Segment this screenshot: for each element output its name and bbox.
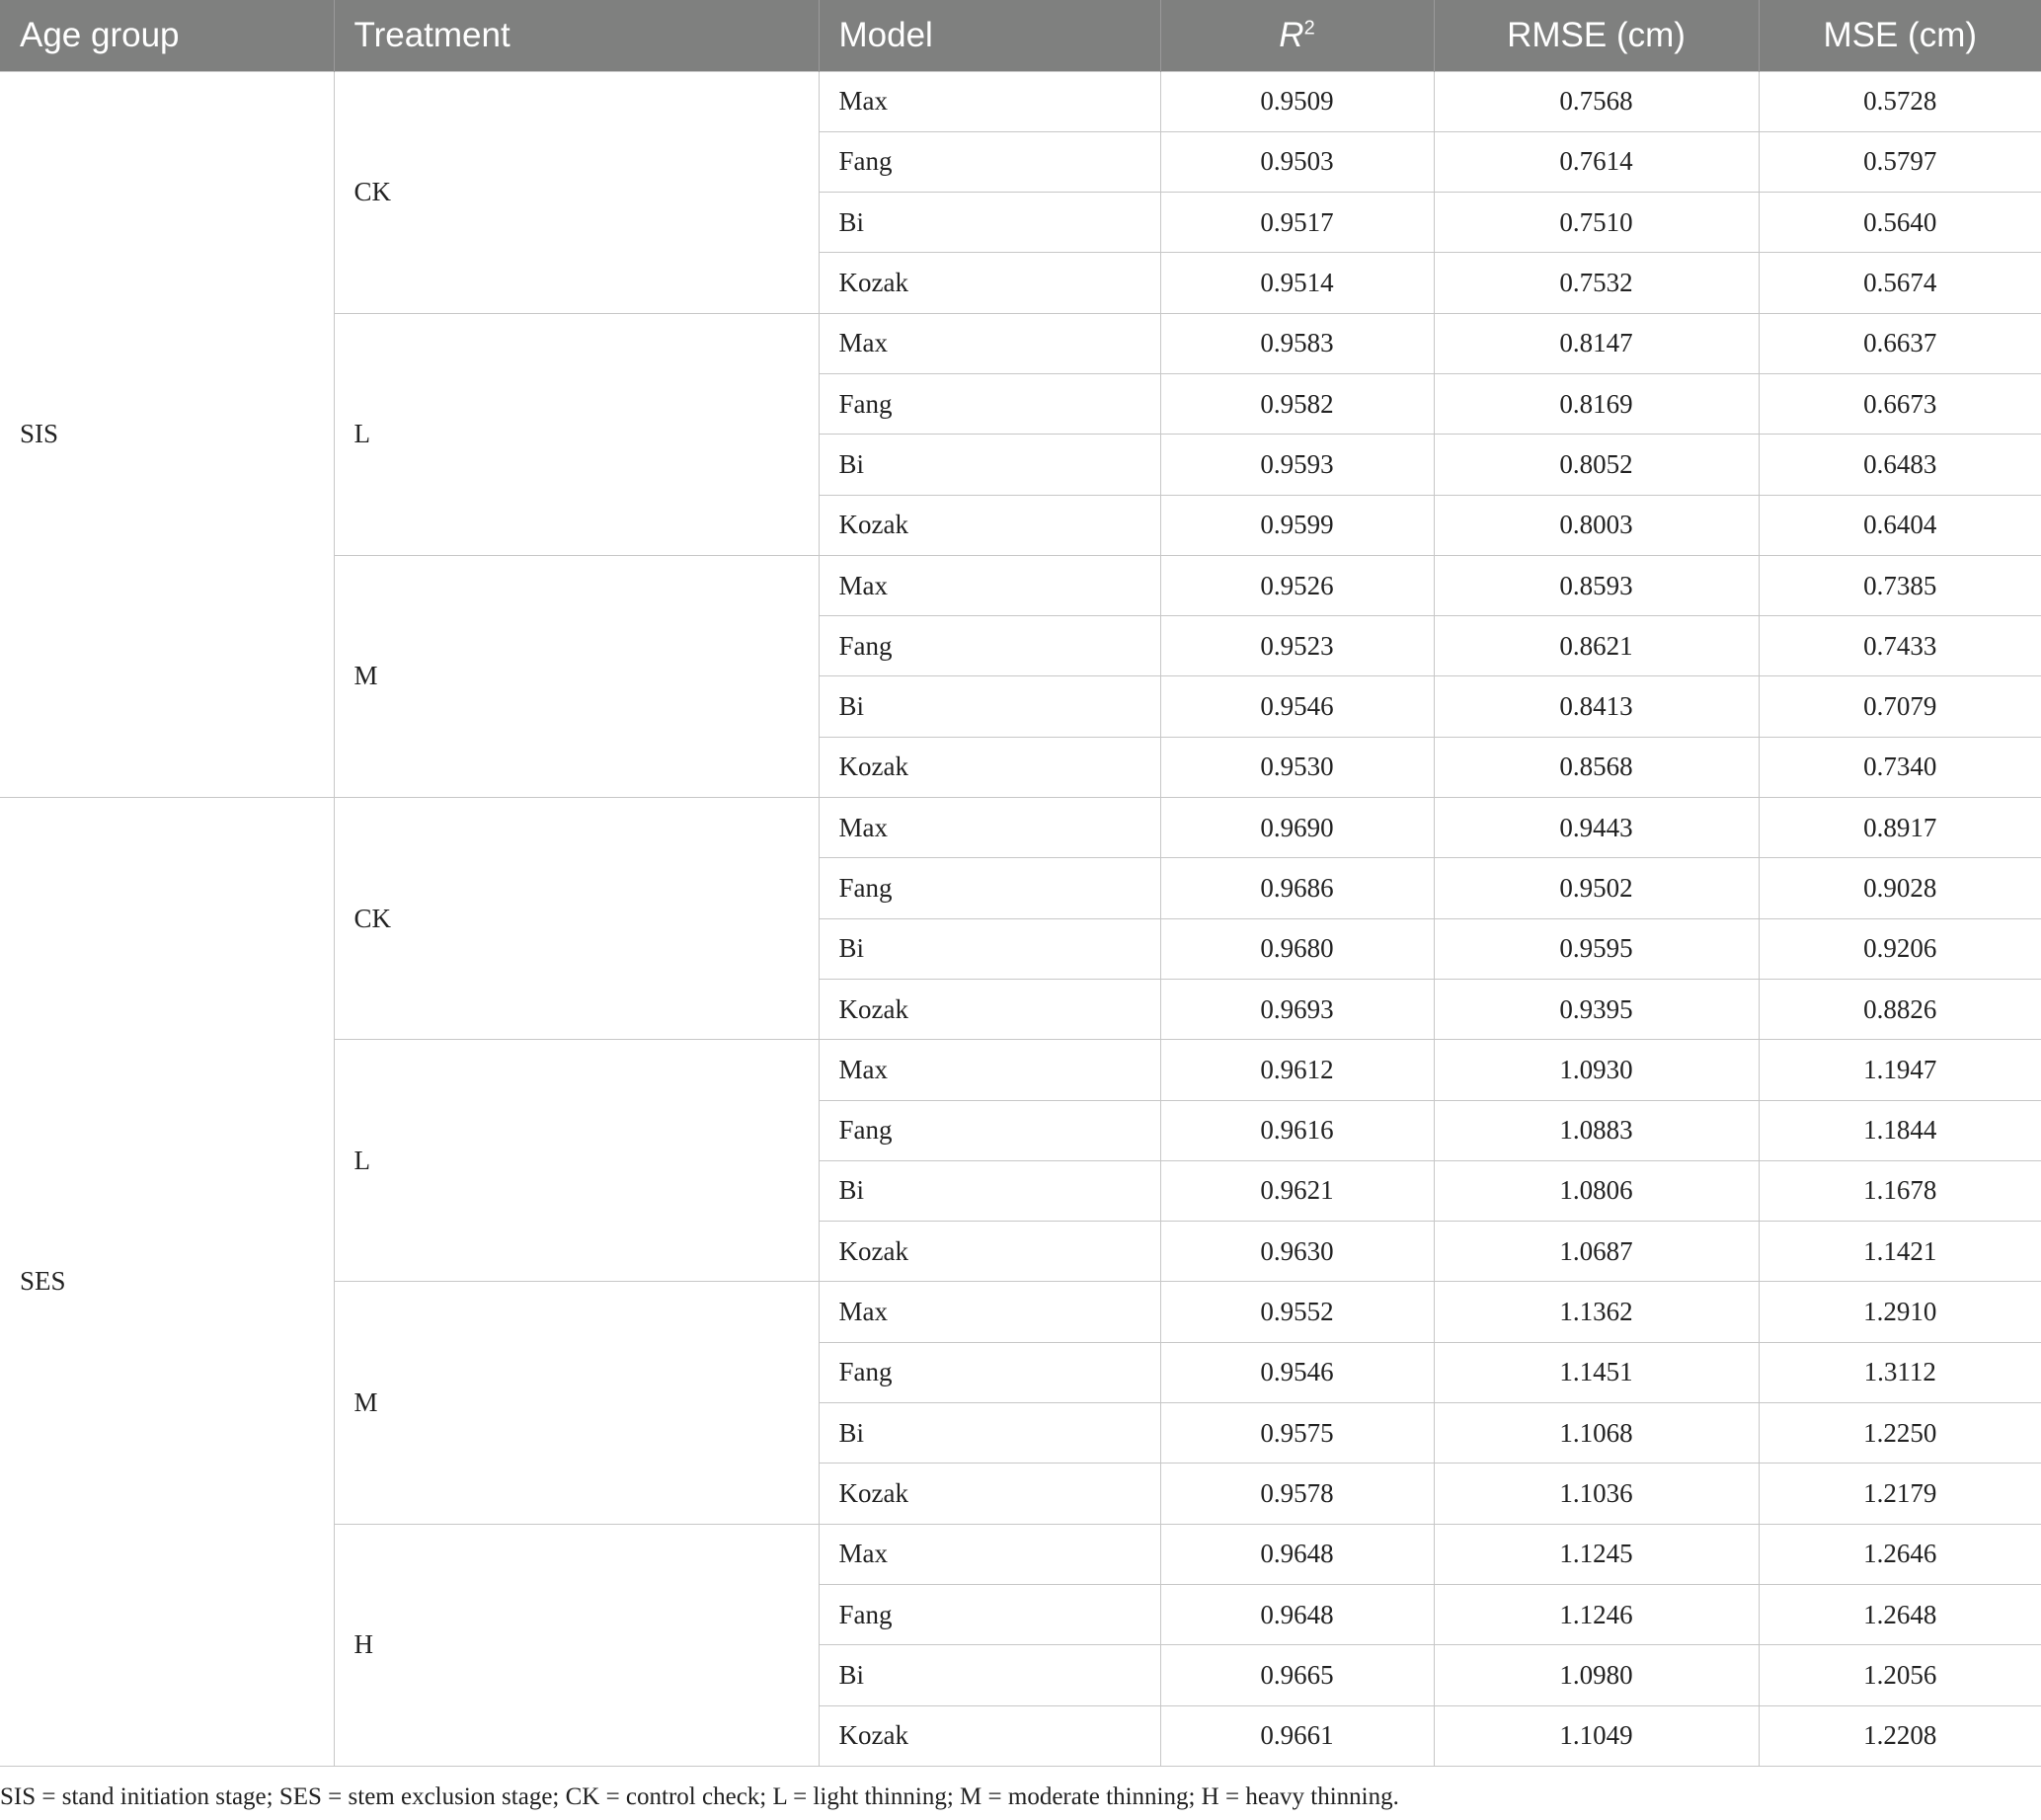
header-model: Model xyxy=(819,0,1160,71)
model-cell: Fang xyxy=(819,1100,1160,1160)
mse-cell: 1.2910 xyxy=(1759,1282,2041,1342)
header-r2-superscript: 2 xyxy=(1303,17,1315,40)
model-cell: Fang xyxy=(819,1584,1160,1644)
mse-cell: 0.8917 xyxy=(1759,798,2041,858)
model-cell: Bi xyxy=(819,435,1160,495)
mse-cell: 1.3112 xyxy=(1759,1342,2041,1402)
mse-cell: 1.1947 xyxy=(1759,1040,2041,1100)
header-mse: MSE (cm) xyxy=(1759,0,2041,71)
rmse-cell: 0.8052 xyxy=(1434,435,1759,495)
r2-cell: 0.9503 xyxy=(1160,131,1434,192)
model-cell: Bi xyxy=(819,193,1160,253)
r2-cell: 0.9661 xyxy=(1160,1705,1434,1766)
model-cell: Max xyxy=(819,1040,1160,1100)
r2-cell: 0.9509 xyxy=(1160,71,1434,131)
mse-cell: 0.6673 xyxy=(1759,373,2041,434)
rmse-cell: 0.9502 xyxy=(1434,858,1759,918)
mse-cell: 0.9206 xyxy=(1759,918,2041,979)
r2-cell: 0.9593 xyxy=(1160,435,1434,495)
model-cell: Max xyxy=(819,1524,1160,1584)
rmse-cell: 0.8169 xyxy=(1434,373,1759,434)
r2-cell: 0.9514 xyxy=(1160,253,1434,313)
model-cell: Bi xyxy=(819,1160,1160,1221)
header-rmse: RMSE (cm) xyxy=(1434,0,1759,71)
treatment-cell: M xyxy=(334,1282,819,1524)
r2-cell: 0.9680 xyxy=(1160,918,1434,979)
rmse-cell: 0.8413 xyxy=(1434,676,1759,737)
mse-cell: 1.2646 xyxy=(1759,1524,2041,1584)
model-cell: Max xyxy=(819,555,1160,615)
rmse-cell: 0.8593 xyxy=(1434,555,1759,615)
r2-cell: 0.9665 xyxy=(1160,1645,1434,1705)
model-cell: Fang xyxy=(819,858,1160,918)
r2-cell: 0.9686 xyxy=(1160,858,1434,918)
rmse-cell: 1.1362 xyxy=(1434,1282,1759,1342)
r2-cell: 0.9523 xyxy=(1160,616,1434,676)
mse-cell: 0.7433 xyxy=(1759,616,2041,676)
mse-cell: 1.2648 xyxy=(1759,1584,2041,1644)
table-body xyxy=(0,71,2041,1766)
mse-cell: 0.7340 xyxy=(1759,737,2041,797)
r2-cell: 0.9621 xyxy=(1160,1160,1434,1221)
treatment-cell: L xyxy=(334,1040,819,1282)
mse-cell: 0.5728 xyxy=(1759,71,2041,131)
mse-cell: 0.5674 xyxy=(1759,253,2041,313)
r2-cell: 0.9578 xyxy=(1160,1464,1434,1524)
model-cell: Kozak xyxy=(819,1705,1160,1766)
r2-cell: 0.9575 xyxy=(1160,1403,1434,1464)
model-cell: Bi xyxy=(819,918,1160,979)
r2-cell: 0.9517 xyxy=(1160,193,1434,253)
model-cell: Kozak xyxy=(819,1464,1160,1524)
age-group-cell: SES xyxy=(0,798,334,1767)
model-cell: Kozak xyxy=(819,1222,1160,1282)
model-cell: Bi xyxy=(819,676,1160,737)
rmse-cell: 0.7532 xyxy=(1434,253,1759,313)
model-cell: Kozak xyxy=(819,979,1160,1039)
mse-cell: 0.9028 xyxy=(1759,858,2041,918)
mse-cell: 1.2208 xyxy=(1759,1705,2041,1766)
mse-cell: 0.7079 xyxy=(1759,676,2041,737)
header-row xyxy=(0,0,2041,71)
rmse-cell: 1.1451 xyxy=(1434,1342,1759,1402)
r2-cell: 0.9526 xyxy=(1160,555,1434,615)
rmse-cell: 0.8621 xyxy=(1434,616,1759,676)
model-cell: Fang xyxy=(819,616,1160,676)
model-cell: Kozak xyxy=(819,737,1160,797)
r2-cell: 0.9612 xyxy=(1160,1040,1434,1100)
mse-cell: 1.2179 xyxy=(1759,1464,2041,1524)
model-cell: Max xyxy=(819,798,1160,858)
r2-cell: 0.9546 xyxy=(1160,1342,1434,1402)
rmse-cell: 1.1036 xyxy=(1434,1464,1759,1524)
mse-cell: 1.1678 xyxy=(1759,1160,2041,1221)
table-header xyxy=(0,0,2041,71)
model-cell: Max xyxy=(819,1282,1160,1342)
rmse-cell: 1.1049 xyxy=(1434,1705,1759,1766)
treatment-cell: CK xyxy=(334,71,819,313)
rmse-cell: 1.1246 xyxy=(1434,1584,1759,1644)
r2-cell: 0.9648 xyxy=(1160,1524,1434,1584)
rmse-cell: 0.8568 xyxy=(1434,737,1759,797)
mse-cell: 0.5797 xyxy=(1759,131,2041,192)
treatment-cell: M xyxy=(334,555,819,797)
header-age-group: Age group xyxy=(0,0,334,71)
rmse-cell: 1.0883 xyxy=(1434,1100,1759,1160)
mse-cell: 1.2056 xyxy=(1759,1645,2041,1705)
header-r2 xyxy=(1160,0,1434,71)
model-cell: Kozak xyxy=(819,253,1160,313)
model-cell: Kozak xyxy=(819,495,1160,555)
header-r2-base: R xyxy=(1279,15,1304,54)
model-cell: Max xyxy=(819,71,1160,131)
r2-cell: 0.9546 xyxy=(1160,676,1434,737)
mse-cell: 0.8826 xyxy=(1759,979,2041,1039)
r2-cell: 0.9690 xyxy=(1160,798,1434,858)
model-cell: Fang xyxy=(819,1342,1160,1402)
r2-cell: 0.9648 xyxy=(1160,1584,1434,1644)
model-cell: Bi xyxy=(819,1645,1160,1705)
rmse-cell: 0.8147 xyxy=(1434,313,1759,373)
r2-cell: 0.9582 xyxy=(1160,373,1434,434)
r2-cell: 0.9552 xyxy=(1160,1282,1434,1342)
mse-cell: 1.2250 xyxy=(1759,1403,2041,1464)
rmse-cell: 0.9443 xyxy=(1434,798,1759,858)
rmse-cell: 0.7568 xyxy=(1434,71,1759,131)
rmse-cell: 0.9595 xyxy=(1434,918,1759,979)
treatment-cell: H xyxy=(334,1524,819,1766)
table-row xyxy=(0,798,2041,858)
model-cell: Max xyxy=(819,313,1160,373)
r2-cell: 0.9599 xyxy=(1160,495,1434,555)
rmse-cell: 1.0980 xyxy=(1434,1645,1759,1705)
treatment-cell: L xyxy=(334,313,819,555)
treatment-cell: CK xyxy=(334,798,819,1040)
model-cell: Fang xyxy=(819,373,1160,434)
rmse-cell: 0.9395 xyxy=(1434,979,1759,1039)
rmse-cell: 1.1068 xyxy=(1434,1403,1759,1464)
table-footnote: SIS = stand initiation stage; SES = stem exclusion stage; CK = control check; L = light thinning; M = moderate thinning; H = heavy thinning. xyxy=(0,1783,1399,1810)
mse-cell: 0.5640 xyxy=(1759,193,2041,253)
rmse-cell: 1.0806 xyxy=(1434,1160,1759,1221)
mse-cell: 0.7385 xyxy=(1759,555,2041,615)
rmse-cell: 1.1245 xyxy=(1434,1524,1759,1584)
rmse-cell: 1.0930 xyxy=(1434,1040,1759,1100)
mse-cell: 0.6404 xyxy=(1759,495,2041,555)
rmse-cell: 1.0687 xyxy=(1434,1222,1759,1282)
rmse-cell: 0.7614 xyxy=(1434,131,1759,192)
table-row xyxy=(0,71,2041,131)
mse-cell: 1.1421 xyxy=(1759,1222,2041,1282)
mse-cell: 1.1844 xyxy=(1759,1100,2041,1160)
r2-cell: 0.9530 xyxy=(1160,737,1434,797)
mse-cell: 0.6637 xyxy=(1759,313,2041,373)
r2-cell: 0.9630 xyxy=(1160,1222,1434,1282)
r2-cell: 0.9583 xyxy=(1160,313,1434,373)
age-group-cell: SIS xyxy=(0,71,334,798)
rmse-cell: 0.8003 xyxy=(1434,495,1759,555)
header-treatment: Treatment xyxy=(334,0,819,71)
model-cell: Bi xyxy=(819,1403,1160,1464)
r2-cell: 0.9616 xyxy=(1160,1100,1434,1160)
mse-cell: 0.6483 xyxy=(1759,435,2041,495)
r2-cell: 0.9693 xyxy=(1160,979,1434,1039)
model-cell: Fang xyxy=(819,131,1160,192)
rmse-cell: 0.7510 xyxy=(1434,193,1759,253)
